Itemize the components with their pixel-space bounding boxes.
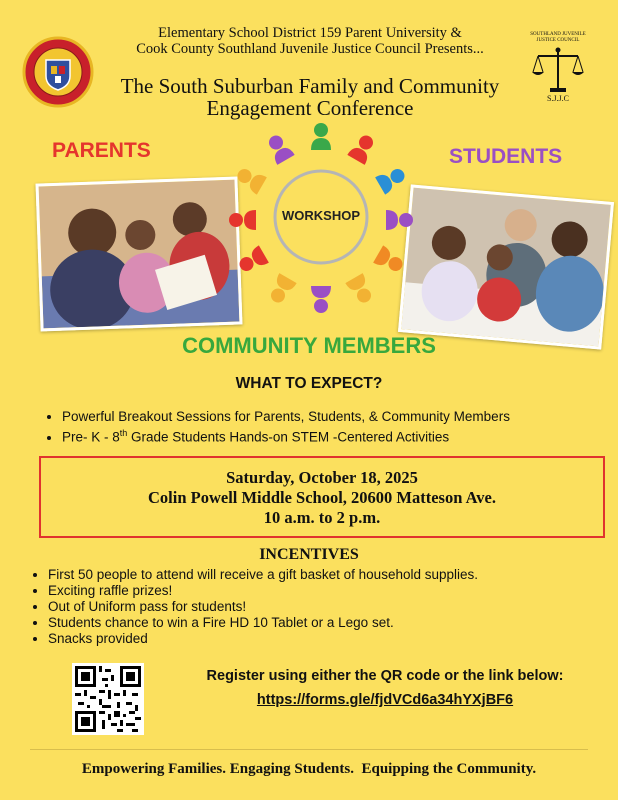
- workshop-label: WORKSHOP: [282, 208, 360, 223]
- incentive-item: • Snacks provided: [48, 631, 610, 647]
- event-details-box: [39, 456, 605, 538]
- parents-photo: [35, 177, 242, 332]
- incentive-item: • Students chance to win a Fire HD 10 Tablet or a Lego set.: [48, 615, 610, 631]
- footer-tagline: Empowering Families. Engaging Students. Equipping the Community.: [81, 761, 537, 777]
- qr-code-icon: [75, 666, 141, 732]
- header-line-2: Cook County Southland Juvenile Justice Council Presents...: [136, 41, 484, 57]
- page-title-line-1: The South Suburban Family and Community: [120, 74, 500, 98]
- sjjc-logo-line1: SOUTHLAND JUVENILE: [530, 32, 586, 37]
- register-instructions: Register using either the QR code or the link below:: [206, 668, 564, 684]
- expect-item: • Powerful Breakout Sessions for Parents, Students, & Community Members: [62, 409, 614, 425]
- expect-list: [44, 409, 614, 446]
- footer-divider: [30, 749, 588, 750]
- students-label: STUDENTS: [449, 145, 563, 168]
- parents-label: PARENTS: [52, 139, 151, 162]
- registration-qr-code[interactable]: [72, 663, 144, 735]
- incentive-item: • Out of Uniform pass for students!: [48, 599, 610, 615]
- event-time: 10 a.m. to 2 p.m.: [263, 508, 381, 527]
- incentive-item: • Exciting raffle prizes!: [48, 583, 610, 599]
- page-title-line-2: Engagement Conference: [206, 96, 414, 120]
- expect-heading: WHAT TO EXPECT?: [235, 375, 383, 392]
- incentives-heading: INCENTIVES: [259, 546, 359, 563]
- expect-item: • Pre- K - 8th Grade Students Hands-on STEM -Centered Activities: [62, 425, 614, 446]
- header-line-1: Elementary School District 159 Parent University &: [158, 25, 462, 41]
- students-photo: [398, 184, 614, 349]
- event-date: Saturday, October 18, 2025: [226, 468, 418, 487]
- registration-link[interactable]: https://forms.gle/fjdVCd6a34hYXjBF6: [256, 692, 514, 708]
- community-members-label: COMMUNITY MEMBERS: [182, 333, 436, 358]
- incentive-item: • First 50 people to attend will receive a gift basket of household supplies.: [48, 567, 610, 583]
- incentives-list: [30, 567, 610, 647]
- sjjc-logo-line2: JUSTICE COUNCIL: [536, 38, 580, 43]
- sjjc-logo-abbr: S.J.J.C: [546, 94, 569, 103]
- workshop-graphic: [226, 116, 416, 316]
- event-location: Colin Powell Middle School, 20600 Matteson Ave.: [147, 488, 496, 507]
